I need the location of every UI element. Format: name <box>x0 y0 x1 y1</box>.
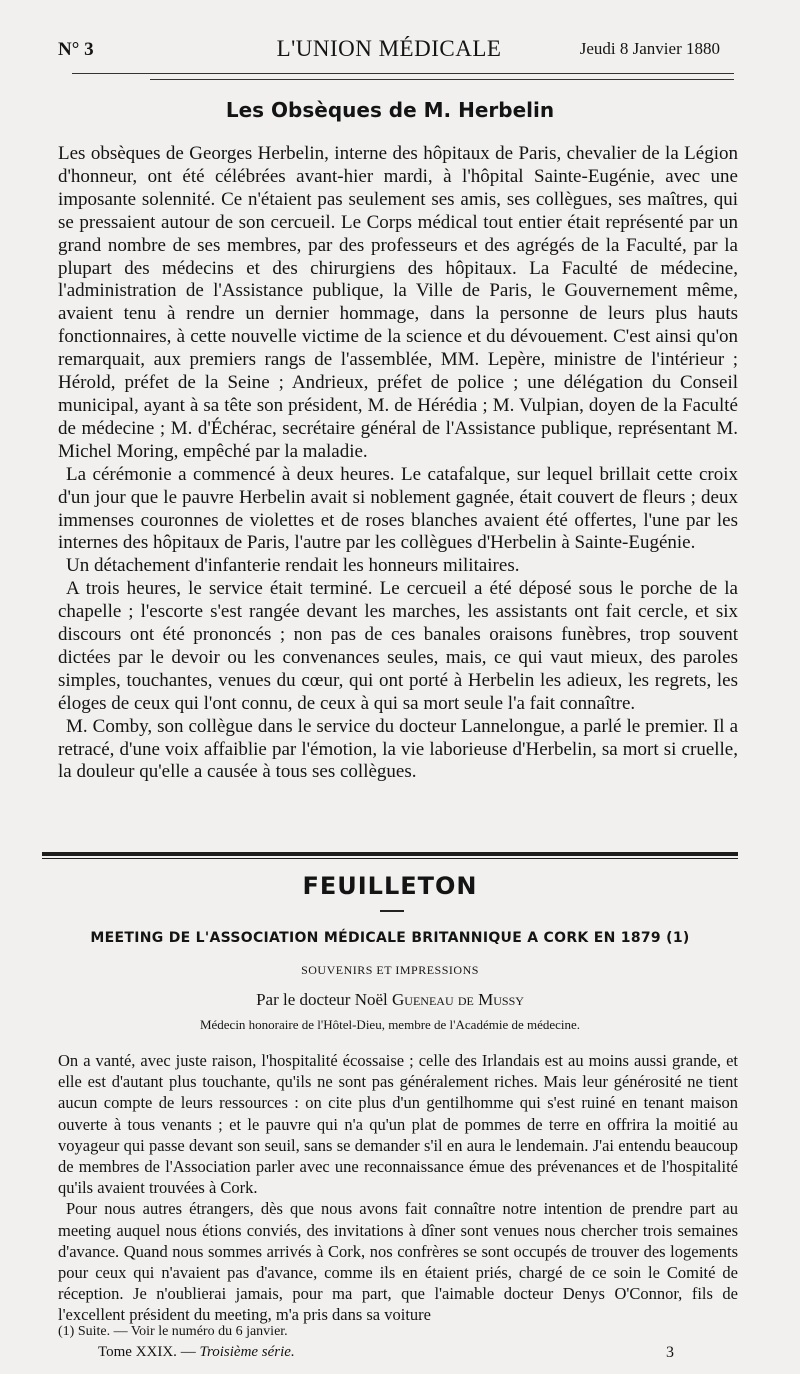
issue-number: N° 3 <box>58 39 94 60</box>
article-paragraph: Les obsèques de Georges Herbelin, interne des hôpitaux de Paris, chevalier de la Légion d'honneur, ont été célébrées avant-hier mardi, à l'hôpital Sainte-Eugénie, avec une imposante solennité. Ce n'étaient pas seulement ses amis, ses collègues, ses maîtres, qui se pressaient autour de son cercueil. Le Corps médical tout entier était représenté par un grand nombre de ses membres, par des professeurs et des agrégés de la Faculté, par la plupart des médecins et des chirurgiens des hôpitaux. La Faculté de médecine, l'administration de l'Assistance publique, la Ville de Paris, le Gouvernement même, avaient tenu à rendre un dernier hommage, dans la personne de leurs plus hauts fonctionnaires, à cette nouvelle victime de la science et du dévouement. C'est ainsi qu'on remarquait, aux premiers rangs de l'assemblée, MM. Lepère, ministre de l'intérieur ; Hérold, préfet de la Seine ; Andrieux, préfet de police ; une délégation du Conseil municipal, ayant à sa tête son président, M. de Hérédia ; M. Vulpian, doyen de la Faculté de médecine ; M. d'Échérac, secrétaire général de l'Assistance publique, représentant M. Michel Moring, empêché par la maladie. <box>58 143 738 462</box>
article-paragraph: A trois heures, le service était terminé. Le cercueil a été déposé sous le porche de la chapelle ; l'escorte s'est rangée devant les marches, les assistants ont fait cercle, et six discours ont été prononcés ; non pas de ces banales oraisons funèbres, trop souvent dictées par le devoir ou les convenances seules, mais, ce qui vaut mieux, des paroles simples, touchantes, venues du cœur, qui ont porté à Herbelin les adieux, les regrets, les éloges de ceux qui l'ont connu, de ceux à qui sa mort seule l'a fait connaître. <box>58 578 738 714</box>
page-header <box>58 36 720 62</box>
feuilleton-paragraph: Pour nous autres étrangers, dès que nous avons fait connaître notre intention de prendre part au meeting auquel nous étions conviés, des invitations à dîner sont venues nous chercher trois semaines d'avance. Quand nous sommes arrivés à Cork, nos confrères se sont occupés de trouver des logements pour ceux qui n'avaient pas d'avance, comme ils en étaient priés, chargé de ce soin le Comité de réception. Je n'oublierai jamais, pour ma part, que l'aimable docteur Denys O'Connor, fils de l'excellent président du meeting, m'a pris dans sa voiture <box>58 1199 738 1325</box>
article-title: Les Obsèques de M. Herbelin <box>225 98 555 122</box>
footnote: (1) Suite. — Voir le numéro du 6 janvier. <box>58 1324 288 1339</box>
author-name: Gueneau de Mussy <box>392 990 524 1009</box>
section-divider <box>42 852 738 859</box>
feuilleton-rule <box>380 910 404 912</box>
journal-title: L'UNION MÉDICALE <box>276 36 502 61</box>
author-affiliation: Médecin honoraire de l'Hôtel-Dieu, membre de l'Académie de médecine. <box>199 1017 581 1032</box>
feuilleton-body <box>58 1050 738 1326</box>
tome-label: Tome XXIX. <box>98 1344 177 1360</box>
author-prefix: Par le docteur Noël <box>256 990 388 1009</box>
page-number: 3 <box>666 1344 674 1361</box>
feuilleton-heading: FEUILLETON <box>302 872 478 900</box>
feuilleton-title: MEETING DE L'ASSOCIATION MÉDICALE BRITANNIQUE A CORK EN 1879 (1) <box>90 930 690 946</box>
article-body <box>58 143 738 784</box>
feuilleton-subtitle: SOUVENIRS ET IMPRESSIONS <box>301 963 479 977</box>
header-rule-secondary <box>150 79 734 80</box>
serie-label: Troisième série. <box>199 1344 295 1360</box>
header-rule <box>72 73 734 74</box>
article-paragraph: M. Comby, son collègue dans le service du docteur Lannelongue, a parlé le premier. Il a retracé, d'une voix affaiblie par l'émotion, la vie laborieuse d'Herbelin, sa mort si cruelle, la douleur qu'elle a causée à tous ses collègues. <box>58 715 738 783</box>
feuilleton-paragraph: On a vanté, avec juste raison, l'hospitalité écossaise ; celle des Irlandais est au moins aussi grande, et elle est d'autant plus touchante, qu'ils ne sont pas généralement riches. Mais leur générosité ne tient aucun compte de leurs ressources : on cite plus d'un gentilhomme qui s'est ruiné en tenant maison ouverte à tous venants ; et le pauvre qui n'a qu'un plat de pommes de terre en offrira la moitié au voyageur qui passe devant son seuil, sans se demander s'il en aura le lendemain. J'ai entendu beaucoup de membres de l'Association parler avec une reconnaissance émue des prévenances et de l'hospitalité qu'ils avaient trouvées à Cork. <box>58 1051 738 1198</box>
feuilleton-author <box>0 990 780 1010</box>
article-paragraph: Un détachement d'infanterie rendait les honneurs militaires. <box>66 555 520 577</box>
article-paragraph: La cérémonie a commencé à deux heures. Le catafalque, sur lequel brillait cette croix d'un jour que le pauvre Herbelin avait si noblement gagnée, était couvert de fleurs ; deux immenses couronnes de violettes et de roses blanches avaient été offertes, l'une par les internes des hôpitaux de Paris, l'autre par les collègues d'Herbelin à Sainte-Eugénie. <box>58 463 738 554</box>
tome-line: Tome XXIX. — Troisième série. <box>98 1344 295 1360</box>
issue-date: Jeudi 8 Janvier 1880 <box>579 39 720 58</box>
